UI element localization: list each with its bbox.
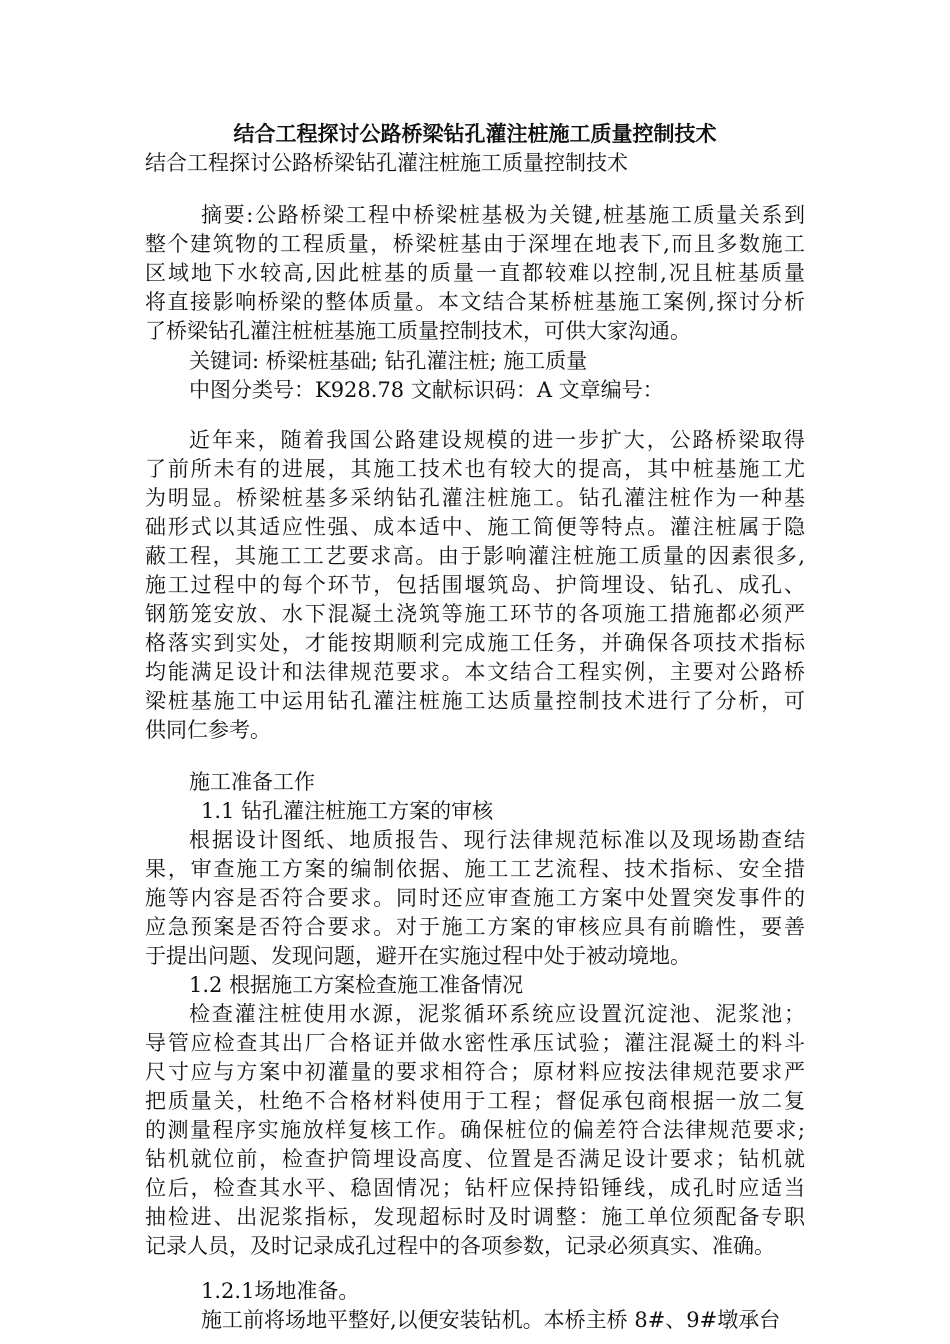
subsection-heading: 1.1 钻孔灌注桩施工方案的审核 — [201, 799, 494, 823]
subsection-heading: 1.2 根据施工方案检查施工准备情况 — [189, 973, 524, 997]
intro-line: 均能满足设计和法律规范要求。本文结合工程实例，主要对公路桥 — [145, 660, 805, 684]
paragraph-line: 的测量程序实施放样复核工作。确保桩位的偏差符合法律规范要求; — [145, 1118, 805, 1142]
intro-line: 施工过程中的每个环节，包括围堰筑岛、护筒埋设、钻孔、成孔、 — [145, 573, 805, 597]
paragraph-line: 位后，检查其水平、稳固情况；钻杆应保持铅锤线，成孔时应适当 — [145, 1176, 805, 1200]
section-heading: 施工准备工作 — [189, 770, 315, 794]
intro-line: 了前所未有的进展，其施工技术也有较大的提高，其中桩基施工尤 — [145, 457, 805, 481]
document-subtitle: 结合工程探讨公路桥梁钻孔灌注桩施工质量控制技术 — [145, 151, 628, 175]
keywords: 关键词: 桥梁桩基础; 钻孔灌注桩; 施工质量 — [189, 349, 588, 373]
paragraph-line: 果，审查施工方案的编制依据、施工工艺流程、技术指标、安全措 — [145, 857, 805, 881]
abstract-line: 将直接影响桥梁的整体质量。本文结合某桥桩基施工案例,探讨分析 — [145, 290, 805, 314]
classification: 中图分类号：K928.78 文献标识码：A 文章编号： — [189, 378, 664, 402]
intro-line: 础形式以其适应性强、成本适中、施工简便等特点。灌注桩属于隐 — [145, 515, 805, 539]
intro-line: 钢筋笼安放、水下混凝土浇筑等施工环节的各项施工措施都必须严 — [145, 602, 805, 626]
paragraph-line: 应急预案是否符合要求。对于施工方案的审核应具有前瞻性，要善 — [145, 915, 805, 939]
abstract-line: 整个建筑物的工程质量，桥梁桩基由于深埋在地表下,而且多数施工 — [145, 232, 805, 256]
paragraph-line: 把质量关，杜绝不合格材料使用于工程；督促承包商根据一放二复 — [145, 1089, 805, 1113]
intro-line: 梁桩基施工中运用钻孔灌注桩施工达质量控制技术进行了分析，可 — [145, 689, 805, 713]
paragraph-line: 导管应检查其出厂合格证并做水密性承压试验；灌注混凝土的料斗 — [145, 1031, 805, 1055]
paragraph-line: 检查灌注桩使用水源，泥浆循环系统应设置沉淀池、泥浆池； — [189, 1002, 805, 1026]
document-title: 结合工程探讨公路桥梁钻孔灌注桩施工质量控制技术 — [233, 122, 717, 146]
intro-line: 近年来，随着我国公路建设规模的进一步扩大，公路桥梁取得 — [189, 428, 805, 452]
abstract-line: 了桥梁钻孔灌注桩桩基施工质量控制技术，可供大家沟通。 — [145, 319, 691, 343]
paragraph-line: 尺寸应与方案中初灌量的要求相符合；原材料应按法律规范要求严 — [145, 1060, 805, 1084]
paragraph-line: 抽检进、出泥浆指标，发现超标时及时调整：施工单位须配备专职 — [145, 1205, 805, 1229]
abstract-line: 区域地下水较高,因此桩基的质量一直都较难以控制,况且桩基质量 — [145, 261, 805, 285]
paragraph-line: 钻机就位前，检查护筒埋设高度、位置是否满足设计要求；钻机就 — [145, 1147, 805, 1171]
intro-line: 为明显。桥梁桩基多采纳钻孔灌注桩施工。钻孔灌注桩作为一种基 — [145, 486, 805, 510]
intro-line: 供同仁参考。 — [145, 718, 271, 742]
abstract-line: 摘要:公路桥梁工程中桥梁桩基极为关键,桩基施工质量关系到 — [201, 203, 805, 227]
subsection-heading: 1.2.1场地准备。 — [201, 1279, 360, 1303]
intro-line: 格落实到实处，才能按期顺利完成施工任务，并确保各项技术指标 — [145, 631, 805, 655]
paragraph-line: 根据设计图纸、地质报告、现行法律规范标准以及现场勘查结 — [189, 828, 805, 852]
paragraph-line: 施工前将场地平整好,以便安装钻机。本桥主桥 8#、9#墩承台 — [201, 1308, 781, 1332]
paragraph-line: 施等内容是否符合要求。同时还应审查施工方案中处置突发事件的 — [145, 886, 805, 910]
paragraph-line: 记录人员，及时记录成孔过程中的各项参数，记录必须真实、准确。 — [145, 1234, 775, 1258]
intro-line: 蔽工程，其施工工艺要求高。由于影响灌注桩施工质量的因素很多, — [145, 544, 805, 568]
paragraph-line: 于提出问题、发现问题，避开在实施过程中处于被动境地。 — [145, 944, 691, 968]
